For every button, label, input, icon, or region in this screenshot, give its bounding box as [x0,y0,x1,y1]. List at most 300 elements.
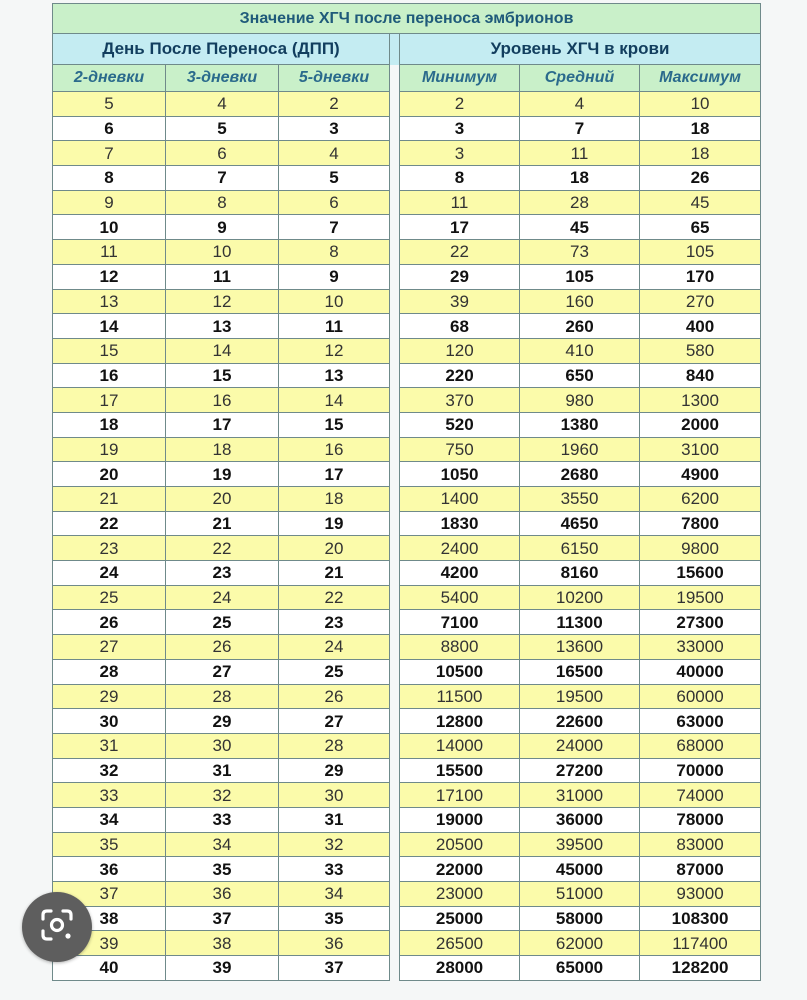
cell-day-5: 3 [279,116,390,141]
cell-day-3: 33 [166,807,279,832]
cell-minimum: 11 [400,190,520,215]
row-gap [390,758,400,783]
cell-maximum: 63000 [640,709,761,734]
cell-maximum: 45 [640,190,761,215]
cell-day-3: 30 [166,733,279,758]
cell-minimum: 20500 [400,832,520,857]
cell-day-3: 7 [166,166,279,191]
cell-maximum: 83000 [640,832,761,857]
cell-day-3: 8 [166,190,279,215]
table-row [53,906,761,931]
table-row [53,684,761,709]
cell-day-3: 24 [166,585,279,610]
cell-day-5: 5 [279,166,390,191]
cell-minimum: 7100 [400,610,520,635]
cell-average: 27200 [520,758,640,783]
cell-minimum: 12800 [400,709,520,734]
table-body [53,92,761,981]
cell-day-5: 21 [279,561,390,586]
cell-minimum: 28000 [400,956,520,981]
cell-day-5: 17 [279,462,390,487]
cell-average: 62000 [520,931,640,956]
cell-minimum: 120 [400,338,520,363]
cell-day-3: 20 [166,487,279,512]
cell-minimum: 8 [400,166,520,191]
cell-day-2: 32 [53,758,166,783]
cell-average: 650 [520,363,640,388]
cell-day-2: 37 [53,882,166,907]
cell-average: 260 [520,314,640,339]
hcg-table-container [52,3,760,981]
cell-day-5: 13 [279,363,390,388]
cell-day-3: 39 [166,956,279,981]
cell-day-5: 32 [279,832,390,857]
cell-average: 2680 [520,462,640,487]
row-gap [390,487,400,512]
cell-day-3: 28 [166,684,279,709]
cell-minimum: 26500 [400,931,520,956]
row-gap [390,92,400,117]
table-row [53,215,761,240]
row-gap [390,536,400,561]
cell-day-2: 38 [53,906,166,931]
cell-day-3: 17 [166,412,279,437]
row-gap [390,807,400,832]
table-row [53,536,761,561]
cell-day-5: 20 [279,536,390,561]
cell-average: 39500 [520,832,640,857]
cell-minimum: 11500 [400,684,520,709]
cell-minimum: 17 [400,215,520,240]
cell-day-3: 26 [166,635,279,660]
cell-maximum: 87000 [640,857,761,882]
row-gap [390,462,400,487]
table-row [53,462,761,487]
cell-average: 73 [520,240,640,265]
cell-average: 980 [520,388,640,413]
cell-day-2: 8 [53,166,166,191]
cell-maximum: 10 [640,92,761,117]
row-gap [390,166,400,191]
cell-day-5: 30 [279,783,390,808]
row-gap [390,733,400,758]
cell-day-3: 22 [166,536,279,561]
table-row [53,437,761,462]
cell-day-3: 35 [166,857,279,882]
row-gap [390,709,400,734]
cell-minimum: 14000 [400,733,520,758]
cell-day-3: 10 [166,240,279,265]
cell-average: 16500 [520,659,640,684]
cell-day-2: 28 [53,659,166,684]
cell-maximum: 27300 [640,610,761,635]
cell-day-5: 2 [279,92,390,117]
table-row [53,363,761,388]
row-gap [390,388,400,413]
cell-day-5: 9 [279,264,390,289]
cell-day-3: 27 [166,659,279,684]
cell-minimum: 370 [400,388,520,413]
table-row [53,635,761,660]
cell-minimum: 220 [400,363,520,388]
row-gap [390,906,400,931]
cell-maximum: 70000 [640,758,761,783]
table-row [53,92,761,117]
cell-day-2: 16 [53,363,166,388]
table-row [53,388,761,413]
cell-day-3: 12 [166,289,279,314]
row-gap [390,240,400,265]
cell-day-3: 36 [166,882,279,907]
table-row [53,585,761,610]
row-gap [390,561,400,586]
table-row [53,882,761,907]
cell-average: 7 [520,116,640,141]
cell-day-2: 12 [53,264,166,289]
row-gap [390,783,400,808]
cell-maximum: 65 [640,215,761,240]
cell-day-3: 11 [166,264,279,289]
cell-day-5: 33 [279,857,390,882]
table-row [53,240,761,265]
cell-minimum: 4200 [400,561,520,586]
cell-day-2: 26 [53,610,166,635]
cell-day-3: 32 [166,783,279,808]
cell-minimum: 19000 [400,807,520,832]
group-header-level: Уровень ХГЧ в крови [400,34,761,65]
cell-average: 31000 [520,783,640,808]
cell-day-2: 35 [53,832,166,857]
row-gap [390,585,400,610]
cell-day-3: 16 [166,388,279,413]
row-gap [390,314,400,339]
column-header-minimum: Минимум [400,65,520,92]
cell-day-5: 15 [279,412,390,437]
cell-minimum: 23000 [400,882,520,907]
cell-maximum: 580 [640,338,761,363]
table-row [53,931,761,956]
cell-day-3: 34 [166,832,279,857]
cell-day-2: 11 [53,240,166,265]
cell-day-3: 31 [166,758,279,783]
cell-maximum: 128200 [640,956,761,981]
row-gap [390,610,400,635]
cell-day-5: 31 [279,807,390,832]
cell-maximum: 15600 [640,561,761,586]
cell-maximum: 33000 [640,635,761,660]
cell-day-2: 23 [53,536,166,561]
cell-day-2: 33 [53,783,166,808]
cell-day-5: 7 [279,215,390,240]
table-row [53,659,761,684]
table-row [53,264,761,289]
row-gap [390,141,400,166]
cell-day-3: 14 [166,338,279,363]
cell-day-2: 39 [53,931,166,956]
cell-average: 13600 [520,635,640,660]
table-title: Значение ХГЧ после переноса эмбрионов [53,4,761,34]
cell-day-3: 21 [166,511,279,536]
cell-maximum: 4900 [640,462,761,487]
cell-day-5: 4 [279,141,390,166]
cell-day-5: 12 [279,338,390,363]
cell-average: 410 [520,338,640,363]
table-row [53,610,761,635]
cell-average: 4 [520,92,640,117]
cell-minimum: 25000 [400,906,520,931]
cell-day-3: 38 [166,931,279,956]
cell-maximum: 6200 [640,487,761,512]
table-row [53,783,761,808]
table-row [53,412,761,437]
cell-minimum: 22 [400,240,520,265]
cell-day-2: 19 [53,437,166,462]
cell-minimum: 29 [400,264,520,289]
cell-average: 24000 [520,733,640,758]
cell-day-2: 14 [53,314,166,339]
cell-maximum: 68000 [640,733,761,758]
cell-minimum: 15500 [400,758,520,783]
cell-day-5: 23 [279,610,390,635]
row-gap [390,412,400,437]
cell-maximum: 60000 [640,684,761,709]
cell-minimum: 520 [400,412,520,437]
row-gap [390,684,400,709]
cell-day-5: 27 [279,709,390,734]
column-header-maximum: Максимум [640,65,761,92]
cell-average: 105 [520,264,640,289]
cell-day-2: 36 [53,857,166,882]
cell-day-5: 35 [279,906,390,931]
cell-day-3: 5 [166,116,279,141]
cell-day-2: 20 [53,462,166,487]
table-row [53,709,761,734]
cell-maximum: 7800 [640,511,761,536]
cell-maximum: 40000 [640,659,761,684]
group-header-days: День После Переноса (ДПП) [53,34,390,65]
cell-minimum: 1830 [400,511,520,536]
cell-average: 1380 [520,412,640,437]
lens-icon [39,907,75,948]
table-row [53,190,761,215]
cell-maximum: 400 [640,314,761,339]
cell-day-5: 37 [279,956,390,981]
cell-day-2: 24 [53,561,166,586]
row-gap [390,338,400,363]
cell-average: 45 [520,215,640,240]
cell-day-2: 15 [53,338,166,363]
cell-day-2: 9 [53,190,166,215]
row-gap [390,956,400,981]
cell-day-5: 6 [279,190,390,215]
row-gap [390,882,400,907]
cell-average: 11 [520,141,640,166]
cell-day-3: 37 [166,906,279,931]
cell-maximum: 9800 [640,536,761,561]
cell-day-2: 21 [53,487,166,512]
cell-average: 58000 [520,906,640,931]
table-row [53,314,761,339]
row-gap [390,289,400,314]
cell-maximum: 3100 [640,437,761,462]
cell-average: 6150 [520,536,640,561]
cell-average: 36000 [520,807,640,832]
row-gap [390,190,400,215]
cell-minimum: 10500 [400,659,520,684]
table-row [53,289,761,314]
cell-average: 51000 [520,882,640,907]
cell-minimum: 2400 [400,536,520,561]
table-row [53,561,761,586]
lens-search-button[interactable] [22,892,92,962]
cell-day-3: 19 [166,462,279,487]
row-gap [390,635,400,660]
cell-day-5: 26 [279,684,390,709]
cell-maximum: 26 [640,166,761,191]
table-row [53,141,761,166]
cell-day-2: 18 [53,412,166,437]
cell-average: 65000 [520,956,640,981]
cell-day-3: 13 [166,314,279,339]
cell-day-3: 29 [166,709,279,734]
row-gap [390,116,400,141]
cell-minimum: 2 [400,92,520,117]
cell-maximum: 270 [640,289,761,314]
cell-day-2: 17 [53,388,166,413]
cell-maximum: 93000 [640,882,761,907]
cell-average: 18 [520,166,640,191]
cell-minimum: 68 [400,314,520,339]
cell-day-2: 5 [53,92,166,117]
cell-minimum: 22000 [400,857,520,882]
cell-day-2: 6 [53,116,166,141]
cell-day-2: 13 [53,289,166,314]
row-gap [390,264,400,289]
row-gap [390,832,400,857]
cell-day-5: 16 [279,437,390,462]
table-row [53,857,761,882]
cell-minimum: 39 [400,289,520,314]
cell-average: 28 [520,190,640,215]
cell-day-5: 11 [279,314,390,339]
cell-day-5: 10 [279,289,390,314]
cell-average: 160 [520,289,640,314]
cell-minimum: 17100 [400,783,520,808]
cell-minimum: 3 [400,141,520,166]
cell-day-5: 28 [279,733,390,758]
cell-minimum: 1400 [400,487,520,512]
row-gap [390,857,400,882]
cell-day-5: 29 [279,758,390,783]
cell-day-3: 4 [166,92,279,117]
cell-day-5: 18 [279,487,390,512]
table-row [53,832,761,857]
cell-minimum: 5400 [400,585,520,610]
cell-maximum: 840 [640,363,761,388]
table-row [53,758,761,783]
column-header-2-day: 2-дневки [53,65,166,92]
column-header-3-day: 3-дневки [166,65,279,92]
cell-day-2: 27 [53,635,166,660]
column-gap [390,65,400,92]
cell-day-2: 29 [53,684,166,709]
cell-day-3: 25 [166,610,279,635]
cell-day-3: 15 [166,363,279,388]
cell-average: 19500 [520,684,640,709]
cell-minimum: 8800 [400,635,520,660]
cell-day-3: 6 [166,141,279,166]
cell-average: 4650 [520,511,640,536]
hcg-table [52,3,761,981]
cell-day-3: 18 [166,437,279,462]
cell-maximum: 18 [640,116,761,141]
table-row [53,116,761,141]
row-gap [390,215,400,240]
cell-maximum: 117400 [640,931,761,956]
cell-average: 1960 [520,437,640,462]
cell-day-2: 10 [53,215,166,240]
table-row [53,487,761,512]
cell-maximum: 1300 [640,388,761,413]
cell-average: 10200 [520,585,640,610]
cell-day-5: 25 [279,659,390,684]
cell-day-5: 14 [279,388,390,413]
cell-day-3: 23 [166,561,279,586]
cell-day-5: 8 [279,240,390,265]
cell-day-5: 24 [279,635,390,660]
cell-day-5: 22 [279,585,390,610]
cell-maximum: 170 [640,264,761,289]
cell-day-5: 19 [279,511,390,536]
cell-maximum: 108300 [640,906,761,931]
cell-maximum: 18 [640,141,761,166]
cell-average: 45000 [520,857,640,882]
cell-day-5: 34 [279,882,390,907]
row-gap [390,511,400,536]
table-row [53,166,761,191]
cell-minimum: 1050 [400,462,520,487]
cell-maximum: 2000 [640,412,761,437]
row-gap [390,363,400,388]
cell-average: 22600 [520,709,640,734]
group-gap [390,34,400,65]
cell-minimum: 3 [400,116,520,141]
table-row [53,733,761,758]
cell-average: 8160 [520,561,640,586]
cell-day-2: 7 [53,141,166,166]
cell-maximum: 78000 [640,807,761,832]
cell-day-3: 9 [166,215,279,240]
table-row [53,807,761,832]
row-gap [390,931,400,956]
column-header-5-day: 5-дневки [279,65,390,92]
cell-average: 11300 [520,610,640,635]
cell-day-2: 40 [53,956,166,981]
cell-day-2: 25 [53,585,166,610]
table-row [53,338,761,363]
cell-day-2: 30 [53,709,166,734]
cell-day-5: 36 [279,931,390,956]
cell-minimum: 750 [400,437,520,462]
cell-maximum: 19500 [640,585,761,610]
table-row [53,511,761,536]
column-header-average: Средний [520,65,640,92]
cell-maximum: 74000 [640,783,761,808]
table-row [53,956,761,981]
row-gap [390,659,400,684]
cell-day-2: 22 [53,511,166,536]
cell-maximum: 105 [640,240,761,265]
